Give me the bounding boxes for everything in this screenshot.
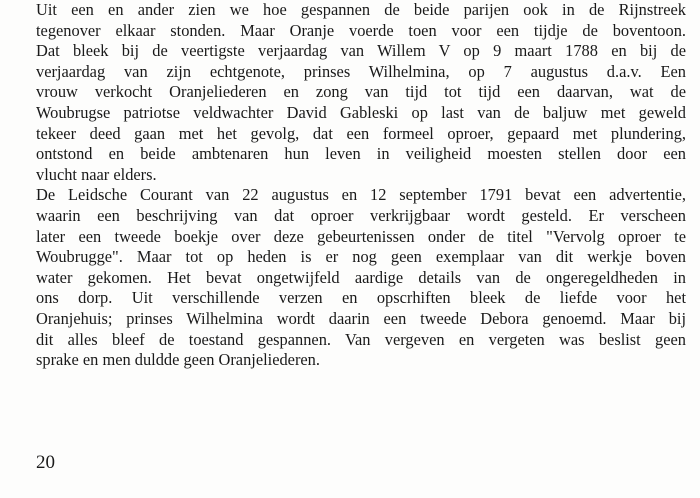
paragraph-1 [36,0,686,185]
text-line: vrouw verkocht Oranjeliederen en zong van tijd tot tijd een daarvan, wat de [36,82,686,102]
text-line: Dat bleek bij de veertigste verjaardag van Willem V op 9 maart 1788 en bij de [36,41,686,61]
text-line: dit alles bleef de toestand gespannen. Van vergeven en vergeten was beslist geen [36,329,686,349]
paragraph-2 [36,185,686,370]
text-line: Uit een en ander zien we hoe gespannen de beide parijen ook in de Rijnstreek [36,0,686,19]
text-line: sprake en men duldde geen Oranjeliederen. [36,350,320,370]
text-line: vlucht naar elders. [36,164,157,184]
text-line: ons dorp. Uit verschillende verzen en opscrhiften bleek de liefde voor het [36,288,686,308]
text-line: Woubrugse patriotse veldwachter David Gableski op last van de baljuw met geweld [36,102,686,122]
text-line: waarin een beschrijving van dat oproer verkrijgbaar wordt gesteld. Er verscheen [36,205,686,225]
text-line: tekeer deed gaan met het gevolg, dat een formeel oproer, gepaard met plundering, [36,123,686,143]
text-line: Woubrugge". Maar tot op heden is er nog geen exemplaar van dit werkje boven [36,247,686,267]
text-line: later een tweede boekje over deze gebeurtenissen onder de titel "Vervolg oproer te [36,226,686,246]
text-line: verjaardag van zijn echtgenote, prinses Wilhelmina, op 7 augustus d.a.v. Een [36,61,686,81]
page-number: 20 [36,452,55,473]
text-line: Oranjehuis; prinses Wilhelmina wordt daarin een tweede Debora genoemd. Maar bij [36,308,686,328]
text-line: water gekomen. Het bevat ongetwijfeld aardige details van de ongeregeldheden in [36,267,686,287]
text-line: tegenover elkaar stonden. Maar Oranje voerde toen voor een tijdje de boventoon. [36,20,686,40]
text-line: De Leidsche Courant van 22 augustus en 12 september 1791 bevat een advertentie, [36,185,686,205]
body-text [36,0,686,371]
text-line: ontstond en beide ambtenaren hun leven in veiligheid moesten stellen door een [36,144,686,164]
